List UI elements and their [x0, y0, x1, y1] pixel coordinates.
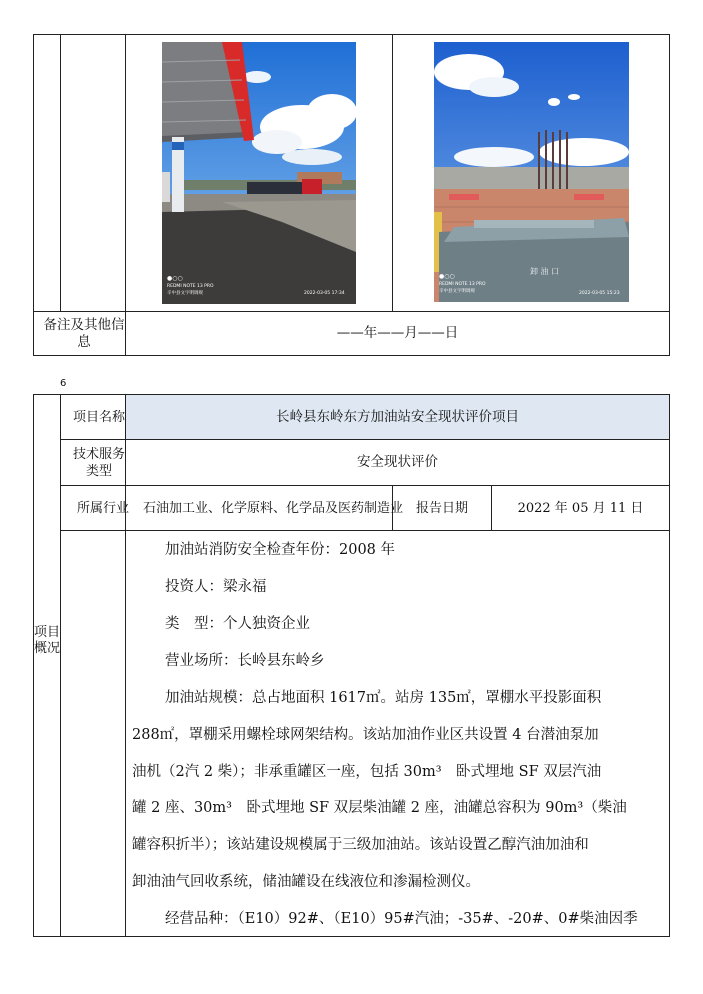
scale-line-2: 288㎡，罩棚采用螺栓球网架结构。该站加油作业区共设置 4 台潜油泵加	[132, 727, 599, 743]
scale-line-1: 加油站规模：总占地面积 1617㎡。站房 135㎡，罩棚水平投影面积	[165, 690, 602, 706]
industry: 石油加工业、化学原料、化学品及医药制造业	[142, 500, 403, 516]
investor: 投资人：梁永福	[165, 579, 267, 595]
photo-timestamp: 2022-03-05 15:23	[579, 291, 620, 296]
camera-label: REDMI NOTE 13 PRO	[167, 284, 214, 289]
remarks-label: 备注及其他信息	[43, 316, 125, 350]
company-type: 类 型：个人独资企业	[165, 616, 310, 632]
business-location: 营业场所：长岭县东岭乡	[165, 653, 325, 669]
scale-line-6: 卸油油气回收系统，储油罐设在线液位和渗漏检测仪。	[132, 874, 480, 890]
unloading-port-sign: 卸 油 口	[530, 267, 560, 276]
scale-line-5: 罐容积折半）；该站建设规模属于三级加油站。该站设置乙醇汽油加油和	[132, 837, 589, 853]
service-type-label: 技术服务类型	[72, 446, 125, 479]
products: 经营品种：（E10）92#、（E10）95#汽油；-35#、-20#、0#柴油因季	[165, 911, 638, 927]
project-overview-side-label: 项目概况	[34, 625, 61, 656]
report-date: 2022 年 05 月 11 日	[517, 500, 644, 516]
unloading-port-photo: 卸 油 口 ●○○ REDMI NOTE 13 PRO 辛中县文宇明调规 2022-03-05 15:23	[434, 42, 629, 302]
project-name-label: 项目名称	[72, 409, 125, 425]
service-type: 安全现状评价	[357, 454, 438, 470]
report-date-label: 报告日期	[415, 500, 468, 516]
project-name: 长岭县东岭东方加油站安全现状评价项目	[276, 408, 519, 425]
photo-timestamp: 2022-03-05 17:34	[304, 291, 345, 296]
scale-line-3: 油机（2汽 2 柴）；非承重罐区一座，包括 30m³ 卧式埋地 SF 双层汽油	[132, 764, 602, 780]
industry-label: 所属行业	[76, 500, 129, 516]
gas-station-photo: ●○○ REDMI NOTE 13 PRO 辛中县文宇明调规 2022-03-05 17:34	[162, 42, 356, 304]
page-number: 6	[60, 378, 67, 389]
fire-check-year: 加油站消防安全检查年份：2008 年	[165, 542, 396, 558]
date-placeholder: ——年——月——日	[336, 325, 459, 341]
scale-line-4: 罐 2 座、30m³ 卧式埋地 SF 双层柴油罐 2 座，油罐总容积为 90m³（柴油	[132, 800, 627, 816]
